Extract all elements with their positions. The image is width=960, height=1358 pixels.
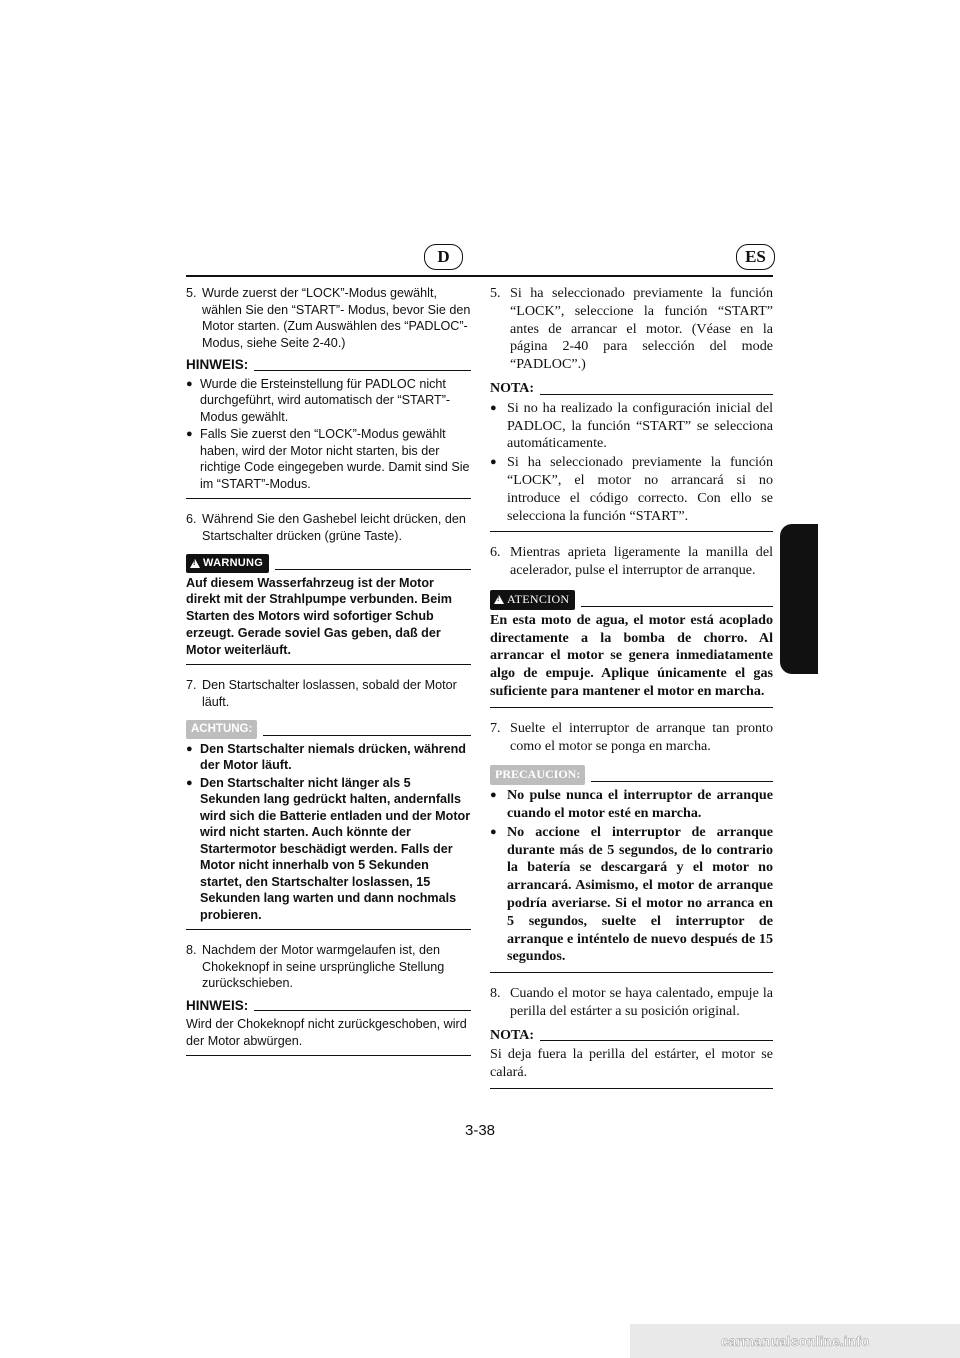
bullet-icon: ●: [490, 789, 497, 802]
note-text: Si deja fuera la perilla del estárter, el motor se calará.: [490, 1046, 773, 1081]
section-rule: [490, 531, 773, 532]
note-header: NOTA:: [490, 1027, 773, 1045]
section-rule: [490, 972, 773, 973]
section-rule: [186, 1055, 471, 1056]
section-rule: [186, 929, 471, 930]
step-6: 6. Während Sie den Gashebel leicht drücken, den Startschalter drücken (grüne Taste).: [186, 512, 466, 543]
note-text: Wird der Chokeknopf nicht zurückgeschoben, wird der Motor abwürgen.: [186, 1017, 467, 1048]
step-7: 7. Suelte el interruptor de arranque tan pronto como el motor se ponga en marcha.: [490, 719, 773, 754]
bullet-icon: ●: [186, 776, 193, 789]
note-item: ● Wurde die Ersteinstellung für PADLOC nicht durchgeführt, wird automatisch der “START”-Modus gewählt.: [186, 376, 451, 424]
warning-triangle-icon: [494, 595, 504, 604]
warning-header: [490, 590, 773, 610]
step-8: 8. Cuando el motor se haya calentado, empuje la perilla del estárter a su posición original.: [490, 985, 773, 1019]
bullet-icon: ●: [186, 377, 193, 390]
chapter-side-tab: [780, 524, 818, 674]
section-rule: [186, 498, 471, 499]
caution-header: [186, 720, 471, 739]
header-rule: [186, 275, 773, 277]
bullet-icon: ●: [490, 825, 497, 838]
step-6: 6. Mientras aprieta ligeramente la manilla del acelerador, pulse el interruptor de arranque.: [490, 544, 773, 579]
warning-text: Auf diesem Wasserfahrzeug ist der Motor direkt mit der Strahlpumpe verbunden. Beim Starten des Motors wird sofortiger Schub erzeugt. Gerade soviel Gas geben, daß der Motor weiterläuft.: [186, 575, 452, 657]
page-number: 3-38: [464, 1122, 496, 1139]
note-header: HINWEIS:: [186, 998, 471, 1015]
warning-text: En esta moto de agua, el motor está acoplado directamente a la bomba de chorro. Al arrancar el motor se genera inmediatamente algo de empuje. Aplique únicamente el gas suficiente para mantener el motor en marcha.: [490, 611, 773, 699]
note-item: ● Si no ha realizado la configuración inicial del PADLOC, la función “START” se selecciona automáticamente.: [490, 399, 773, 452]
note-item: ● Si ha seleccionado previamente la función “LOCK”, el motor no arrancará si no introduce el código correcto. Con ello se selecciona la función “START”.: [490, 454, 773, 524]
step-7: 7. Den Startschalter loslassen, sobald der Motor läuft.: [186, 678, 457, 709]
section-rule: [490, 1088, 773, 1089]
section-rule: [490, 707, 773, 708]
step-8: 8. Nachdem der Motor warmgelaufen ist, den Chokeknopf in seine ursprüngliche Stellung zurückschieben.: [186, 943, 445, 991]
note-header: HINWEIS:: [186, 357, 471, 374]
caution-badge: PRECAUCION:: [490, 765, 585, 785]
caution-item: ● No accione el interruptor de arranque durante más de 5 segundos, de lo contrario la batería se descargará y el motor no arrancará. Asimismo, el motor de arranque podría averiarse. Si el motor no arranca en 5 segundos, suelte el interruptor de arranque e inténtelo de nuevo después de 15 segundos.: [490, 823, 773, 965]
caution-item: ● Den Startschalter niemals drücken, während der Motor läuft.: [186, 741, 466, 773]
bullet-icon: ●: [186, 742, 193, 755]
caution-item: ● No pulse nunca el interruptor de arranque cuando el motor esté en marcha.: [490, 787, 773, 821]
step-5: 5. Si ha seleccionado previamente la función “LOCK”, seleccione la función “START” antes de arrancar el motor. (Véase en la página 2-40 para selección del mode “PADLOC”.): [490, 285, 773, 373]
language-tab-es: ES: [736, 244, 775, 270]
section-rule: [186, 664, 471, 665]
warning-header: [186, 554, 471, 573]
language-tab-de: D: [424, 244, 463, 270]
bullet-icon: ●: [186, 428, 193, 440]
bullet-icon: ●: [490, 401, 497, 414]
footer-watermark[interactable]: carmanualsonline.info: [630, 1324, 960, 1358]
bullet-icon: ●: [490, 456, 497, 469]
note-item: ● Falls Sie zuerst den “LOCK”-Modus gewählt haben, wird der Motor nicht starten, bis der richtige Code eingegeben wurde. Damit sind Sie im “START”-Modus.: [186, 427, 470, 491]
caution-badge: ACHTUNG:: [186, 720, 257, 739]
step-5: 5. Wurde zuerst der “LOCK”-Modus gewählt, wählen Sie den “START”- Modus, bevor Sie den Motor starten. (Zum Auswählen des “PADLOC”-Modus, siehe Seite 2-40.): [186, 286, 471, 350]
caution-header: [490, 765, 773, 785]
column-spanish: [490, 285, 773, 1101]
warning-badge: ! WARNUNG: [186, 554, 269, 573]
caution-item: ● Den Startschalter nicht länger als 5 Sekunden lang gedrückt halten, andernfalls wird sich die Batterie entladen und der Motor wird nicht starten. Auch könnte der Startermotor beschädigt werden. Falls der Motor nicht innerhalb von 5 Sekunden startet, den Startschalter loslassen, 15 Sekunden lang warten und dann nochmals probieren.: [186, 775, 471, 922]
note-header: NOTA:: [490, 380, 773, 398]
warning-badge: ! ATENCION: [490, 590, 575, 610]
warning-triangle-icon: [190, 559, 200, 568]
column-german: [186, 285, 471, 1068]
